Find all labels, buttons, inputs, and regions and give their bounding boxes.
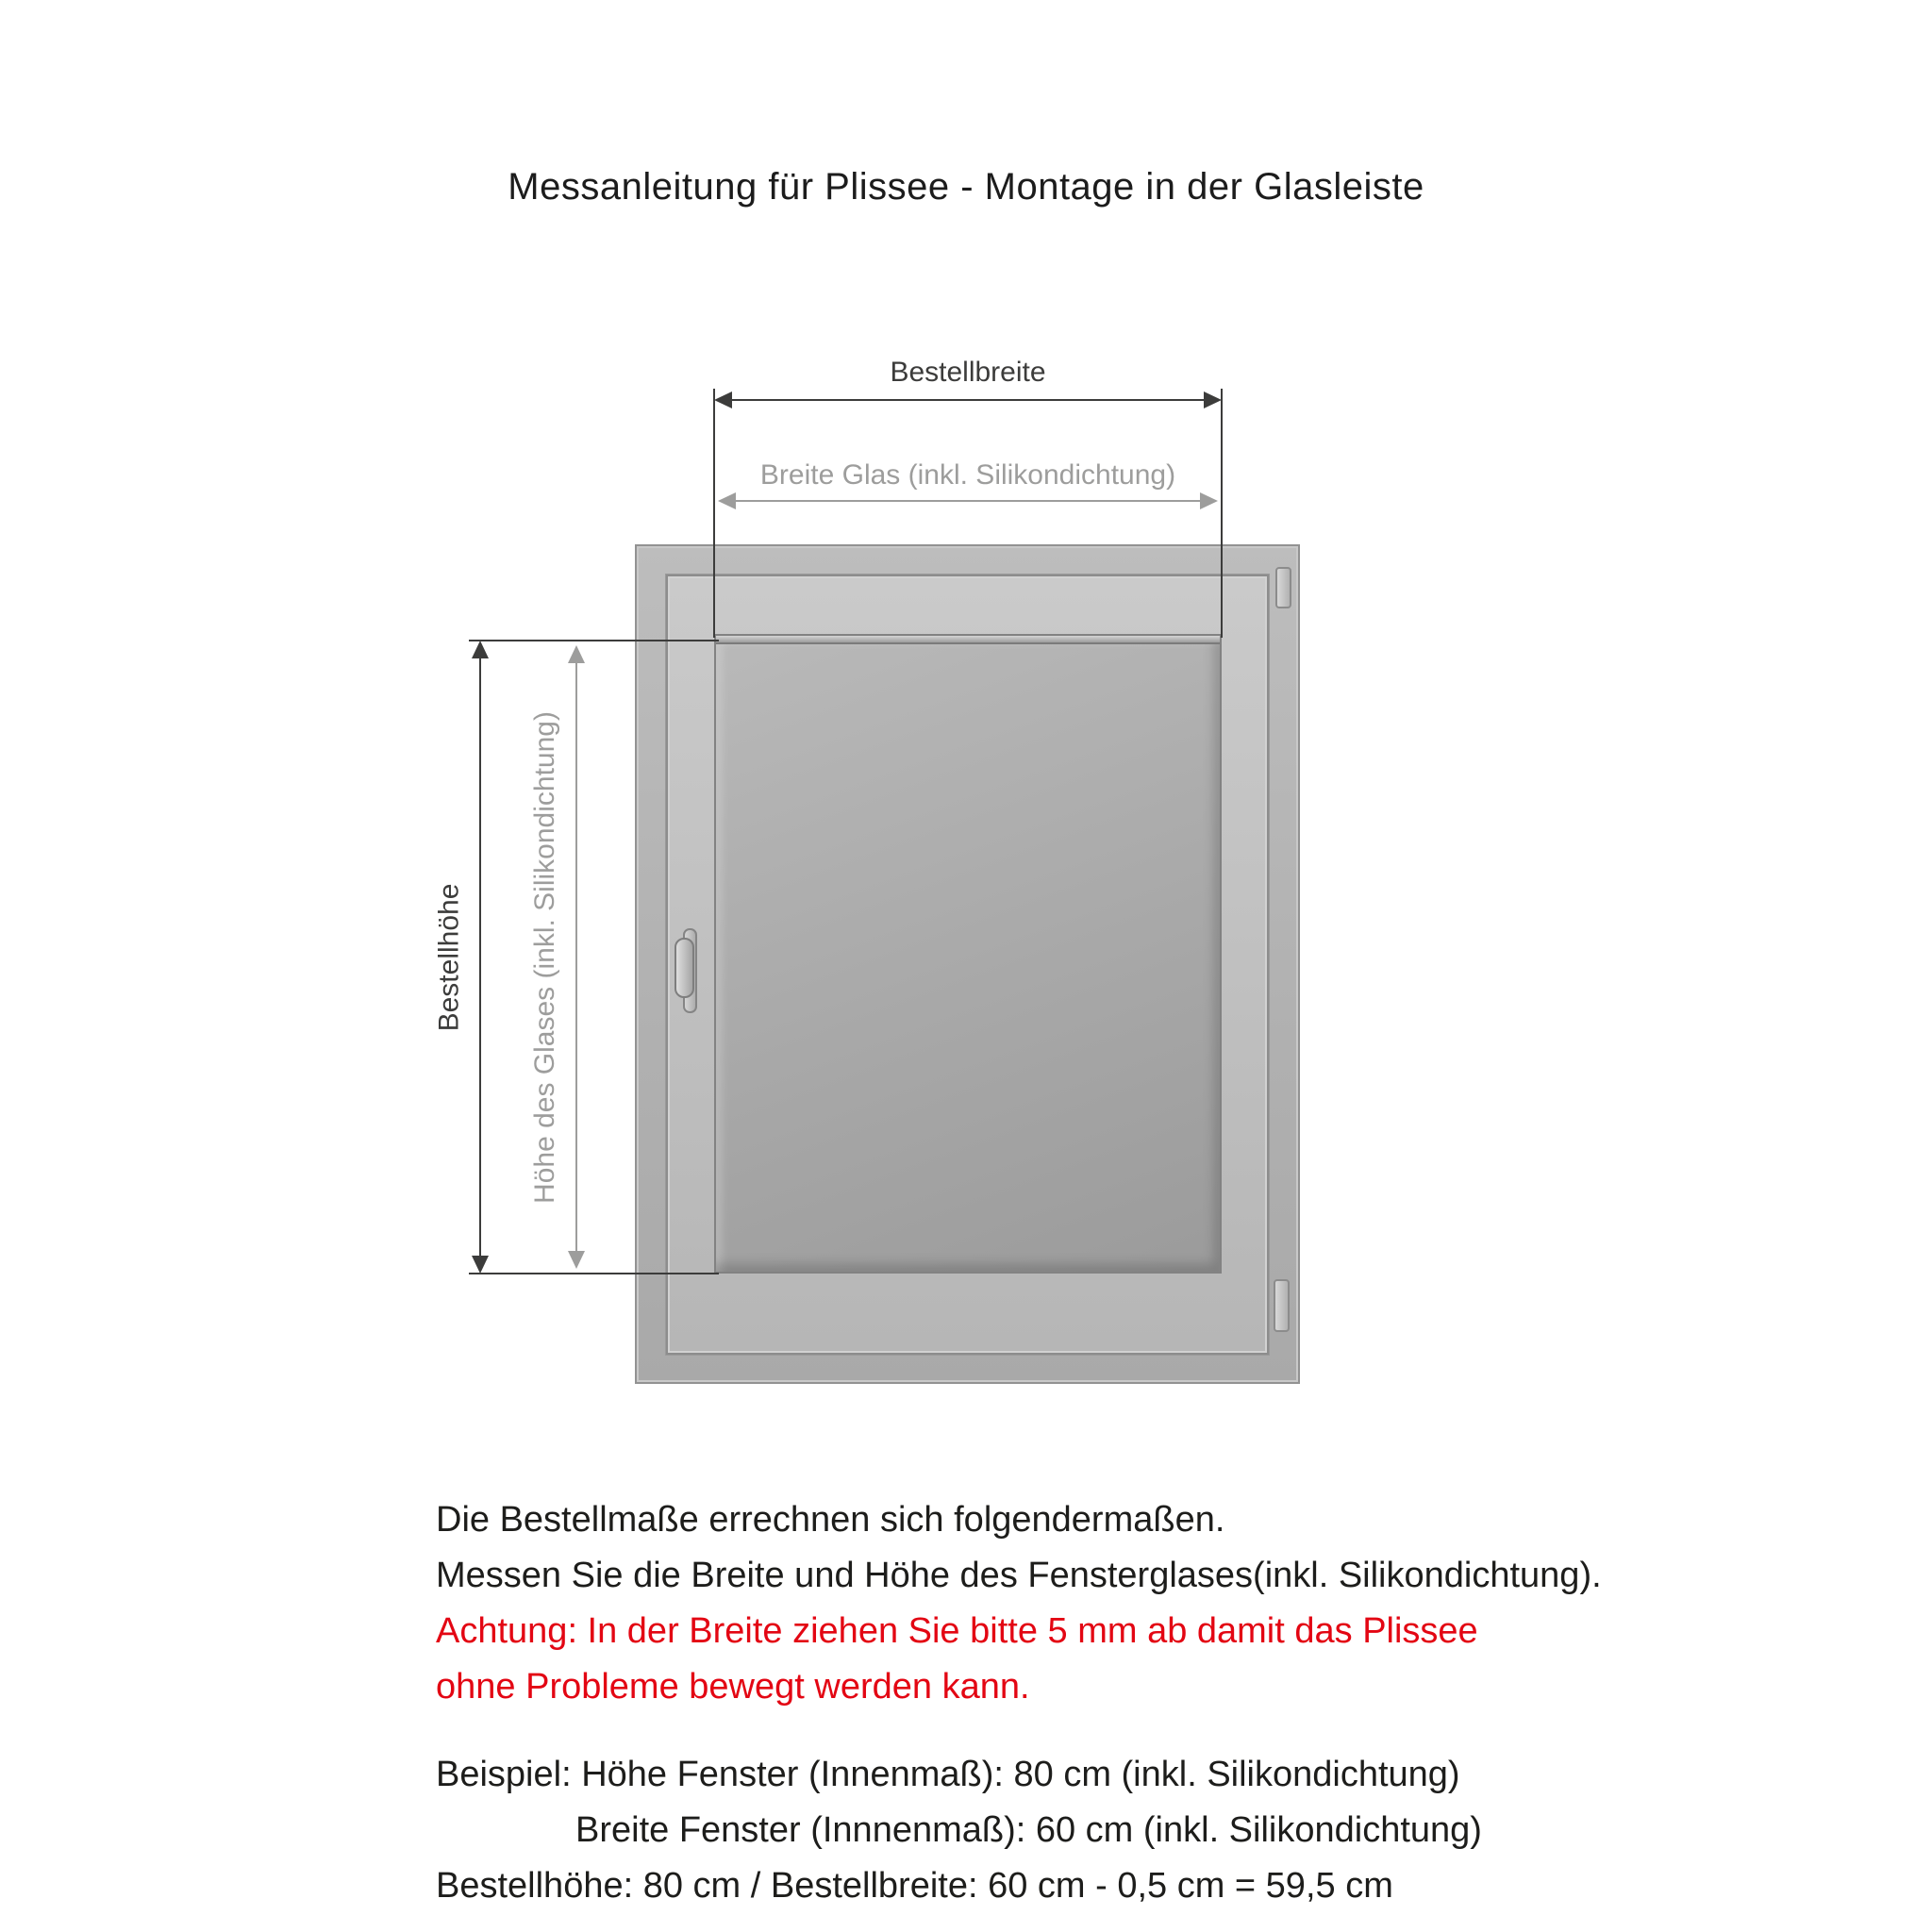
window-glass (714, 634, 1222, 1274)
example-line-2: Breite Fenster (Innnenmaß): 60 cm (inkl. Silikondichtung) (575, 1810, 1482, 1850)
page-title: Messanleitung für Plissee - Montage in der Glasleiste (508, 166, 1424, 208)
instruction-line-2: Messen Sie die Breite und Höhe des Fensterglases(inkl. Silikondichtung). (436, 1556, 1602, 1595)
glass-height-label: Höhe des Glases (inkl. Silikondichtung) (529, 710, 560, 1204)
plissee-top-rail (716, 636, 1220, 644)
instruction-line-1: Die Bestellmaße errechnen sich folgendermaßen. (436, 1500, 1225, 1540)
warning-line-2: ohne Probleme bewegt werden kann. (436, 1667, 1030, 1707)
window-hinge-top-icon (1275, 567, 1291, 608)
instruction-text-block (436, 1492, 1602, 1914)
window-handle-grip (675, 938, 694, 998)
order-width-label: Bestellbreite (890, 357, 1046, 388)
example-block (436, 1747, 1602, 1914)
example-line-1: Beispiel: Höhe Fenster (Innenmaß): 80 cm (inkl. Silikondichtung) (436, 1755, 1460, 1794)
glass-width-arrow (718, 492, 1218, 509)
window-hinge-bottom-icon (1274, 1279, 1290, 1332)
warning-line-1: Achtung: In der Breite ziehen Sie bitte 5 mm ab damit das Plissee (436, 1611, 1478, 1651)
glass-width-label: Breite Glas (inkl. Silikondichtung) (759, 459, 1176, 491)
order-height-label: Bestellhöhe (433, 883, 465, 1031)
example-line-3: Bestellhöhe: 80 cm / Bestellbreite: 60 cm - 0,5 cm = 59,5 cm (436, 1866, 1393, 1906)
